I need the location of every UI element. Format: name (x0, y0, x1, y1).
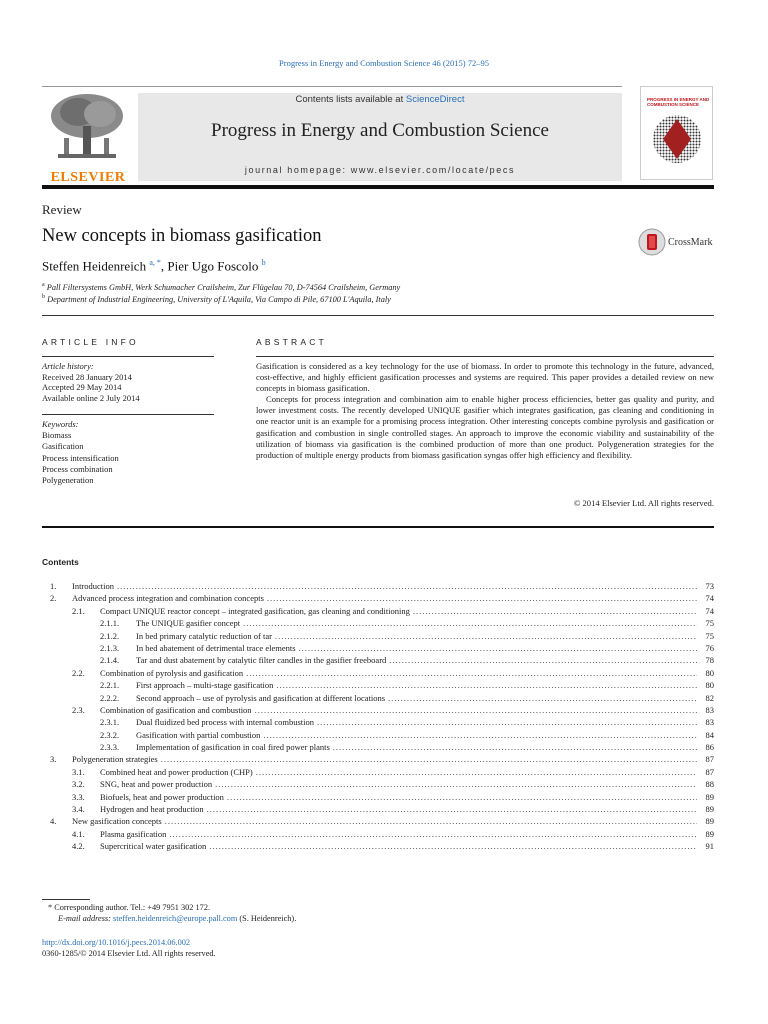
history-label: Article history: (42, 361, 94, 371)
received-date: Received 28 January 2014 (42, 371, 132, 382)
toc-title[interactable]: In bed abatement of detrimental trace elements (136, 642, 296, 653)
author-name[interactable]: Steffen Heidenreich (42, 258, 147, 274)
author-name[interactable]: Pier Ugo Foscolo (167, 258, 259, 274)
toc-leader-dots (243, 618, 697, 628)
elsevier-wordmark: ELSEVIER (50, 170, 126, 185)
toc-title[interactable]: Implementation of gasification in coal fired power plants (136, 742, 330, 753)
toc-number: 4.2. (72, 841, 85, 852)
toc-entry[interactable] (42, 779, 714, 791)
toc-page-number[interactable]: 83 (705, 717, 714, 728)
elsevier-tree-icon (48, 92, 126, 162)
toc-entry[interactable] (42, 804, 714, 816)
toc-title[interactable]: The UNIQUE gasifier concept (136, 618, 241, 629)
toc-leader-dots (207, 804, 697, 814)
toc-page-number[interactable]: 91 (705, 841, 714, 852)
affiliation-a (42, 282, 400, 292)
toc-title[interactable]: Advanced process integration and combination concepts (72, 593, 264, 604)
cover-globe-icon (647, 113, 707, 165)
sciencedirect-link[interactable]: ScienceDirect (405, 94, 465, 105)
toc-leader-dots (161, 754, 697, 764)
keywords-rule (42, 414, 214, 415)
toc-number: 2.1.1. (100, 618, 120, 629)
toc-leader-dots (317, 717, 697, 727)
keywords-label: Keywords: (42, 419, 79, 429)
journal-cover-image[interactable] (640, 86, 713, 180)
toc-number: 2. (50, 593, 57, 604)
toc-leader-dots (169, 829, 697, 839)
toc-leader-dots (255, 705, 697, 715)
crossmark-label: CrossMark (668, 236, 713, 248)
toc-entry[interactable] (42, 829, 714, 841)
toc-entry[interactable] (42, 655, 714, 667)
email-suffix: (S. Heidenreich). (237, 914, 297, 923)
toc-leader-dots (413, 606, 697, 616)
toc-page-number[interactable]: 83 (705, 704, 714, 715)
toc-entry[interactable] (42, 792, 714, 804)
toc-title[interactable]: Combination of gasification and combustion (100, 704, 252, 715)
author-separator: , (160, 258, 168, 274)
article-type: Review (42, 202, 82, 217)
keyword: Gasification (42, 441, 84, 452)
affiliation-marker: b (42, 294, 45, 300)
toc-entry[interactable] (42, 816, 714, 828)
toc-page-number[interactable]: 87 (705, 754, 714, 765)
toc-title[interactable]: Combination of pyrolysis and gasification (100, 667, 244, 678)
toc-title[interactable]: SNG, heat and power production (100, 779, 213, 790)
footnote-rule (42, 899, 90, 900)
issn-copyright: 0360-1285/© 2014 Elsevier Ltd. All rights reserved. (42, 949, 216, 958)
journal-citation[interactable]: Progress in Energy and Combustion Science 46 (2015) 72–95 (279, 58, 489, 68)
toc-number: 3. (50, 754, 57, 765)
corresponding-author-note: * Corresponding author. Tel.: +49 7951 302 172. (48, 903, 211, 912)
toc-page-number[interactable]: 89 (705, 804, 714, 815)
toc-title[interactable]: First approach – multi-stage gasification (136, 680, 274, 691)
contents-prefix: Contents lists available at (295, 94, 406, 105)
author-affiliation-marker[interactable]: b (261, 258, 266, 267)
toc-number: 2.3. (72, 704, 85, 715)
toc-number: 2.3.3. (100, 742, 120, 753)
toc-page-number[interactable]: 87 (705, 766, 714, 777)
toc-page-number[interactable]: 89 (705, 828, 714, 839)
author-affiliation-marker[interactable]: a, * (149, 258, 161, 267)
toc-number: 3.3. (72, 791, 85, 802)
affiliation-text: Department of Industrial Engineering, University of L'Aquila, Via Campo di Pile, 67100 L'Aquila, Italy (47, 294, 391, 304)
toc-number: 2.1.4. (100, 655, 120, 666)
journal-homepage[interactable]: journal homepage: www.elsevier.com/locate/pecs (244, 165, 516, 175)
toc-entry[interactable] (42, 631, 714, 643)
toc-leader-dots (165, 816, 697, 826)
toc-leader-dots (215, 779, 697, 789)
toc-leader-dots (275, 631, 697, 641)
toc-title[interactable]: Introduction (72, 581, 115, 591)
abstract-bottom-rule (42, 526, 714, 528)
abstract-paragraph: Concepts for process integration and combination aim to enable higher process efficiencies, better gas quality and purity, and lower investment costs. The recently developed UNIQUE gasifier which integrates gasification, gas cleaning and conditioning in one reactor unit is an example for a promising process integration. Other interesting concepts combine pyrolysis and gasification or gasification and combustion in single controlled stages. An approach to improve the economic viability and sustainability of the utilization of biomass via gasification is the combined production of more than one product. Polygeneration strategies for the production of multiple energy products from biomass gasification syngas offer high efficiency and flexibility. (256, 394, 714, 460)
toc-leader-dots (263, 730, 697, 740)
crossmark-badge[interactable] (638, 228, 712, 256)
abstract-rule (256, 356, 714, 357)
toc-entry[interactable] (42, 742, 714, 754)
toc-page-number[interactable]: 86 (705, 742, 714, 753)
toc-number: 2.1.2. (100, 630, 120, 641)
toc-entry[interactable] (42, 680, 714, 692)
toc-number: 2.3.2. (100, 729, 120, 740)
toc-number: 2.2.1. (100, 680, 120, 691)
toc-leader-dots (227, 792, 697, 802)
toc-title[interactable]: Plasma gasification (100, 828, 167, 839)
section-rule (42, 315, 714, 316)
email-label: E-mail address: (58, 914, 113, 923)
toc-title[interactable]: New gasification concepts (72, 816, 162, 827)
toc-number: 3.4. (72, 804, 85, 815)
toc-number: 2.2. (72, 667, 85, 678)
keyword: Polygeneration (42, 475, 94, 486)
article-history (42, 361, 217, 403)
toc-entry[interactable] (42, 705, 714, 717)
article-info-rule (42, 356, 214, 357)
author-list (42, 258, 266, 274)
keyword: Biomass (42, 430, 72, 441)
toc-leader-dots (267, 593, 697, 603)
toc-page-number[interactable]: 80 (705, 680, 714, 691)
toc-number: 2.2.2. (100, 692, 120, 703)
toc-number: 4.1. (72, 828, 85, 839)
keyword: Process intensification (42, 452, 119, 463)
toc-page-number[interactable]: 74 (705, 593, 714, 604)
crossmark-icon (638, 228, 666, 256)
affiliation-text: Pall Filtersystems GmbH, Werk Schumacher Crailsheim, Zur Flügelau 70, D-74564 Crailsheim, Germany (46, 282, 401, 292)
toc-page-number[interactable]: 88 (705, 779, 714, 790)
toc-entry[interactable] (42, 581, 714, 593)
toc-page-number[interactable]: 76 (705, 642, 714, 653)
toc-page-number[interactable]: 89 (705, 816, 714, 827)
toc-page-number[interactable]: 80 (705, 667, 714, 678)
toc-title[interactable]: Second approach – use of pyrolysis and gasification at different locations (136, 692, 386, 703)
abstract-paragraph: Gasification is considered as a key technology for the use of biomass. In order to promote this technology in the future, advanced, cost-effective, and highly efficient gasification processes and systems are required. This paper provides a detailed review on new concepts in biomass gasification. (256, 361, 714, 394)
toc-page-number[interactable]: 89 (705, 791, 714, 802)
keyword: Process combination (42, 463, 113, 474)
toc-title[interactable]: Polygeneration strategies (72, 754, 158, 765)
toc-leader-dots (209, 841, 697, 851)
toc-title[interactable]: Biofuels, heat and power production (100, 791, 224, 802)
toc-entry[interactable] (42, 643, 714, 655)
toc-leader-dots (256, 767, 697, 777)
toc-number: 2.1.3. (100, 642, 120, 653)
toc-title[interactable]: Gasification with partial combustion (136, 729, 261, 740)
article-title: New concepts in biomass gasification (42, 226, 322, 246)
toc-leader-dots (246, 668, 697, 678)
toc-title[interactable]: Combined heat and power production (CHP) (100, 766, 253, 777)
toc-entry[interactable] (42, 618, 714, 630)
toc-title[interactable]: Supercritical water gasification (100, 841, 207, 852)
toc-leader-dots (388, 693, 697, 703)
toc-leader-dots (389, 655, 697, 665)
toc-page-number[interactable]: 73 (705, 581, 714, 591)
toc-leader-dots (333, 742, 697, 752)
toc-entry[interactable] (42, 693, 714, 705)
toc-leader-dots (299, 643, 697, 653)
toc-number: 1. (50, 581, 57, 591)
toc-entry[interactable] (42, 754, 714, 766)
toc-number: 2.1. (72, 605, 85, 616)
toc-entry[interactable] (42, 606, 714, 618)
toc-number: 2.3.1. (100, 717, 120, 728)
affiliation-marker: a (42, 282, 45, 288)
toc-entry[interactable] (42, 717, 714, 729)
article-info-heading: ARTICLE INFO (42, 337, 139, 347)
toc-entry[interactable] (42, 767, 714, 779)
toc-title[interactable]: Dual fluidized bed process with internal combustion (136, 717, 314, 728)
header-thick-rule (42, 185, 714, 189)
toc-page-number[interactable]: 74 (705, 605, 714, 616)
email-link[interactable]: steffen.heidenreich@europe.pall.com (113, 914, 238, 923)
toc-entry[interactable] (42, 841, 714, 853)
toc-title[interactable]: Hydrogen and heat production (100, 804, 204, 815)
toc-page-number[interactable]: 75 (705, 618, 714, 629)
contents-available (138, 94, 622, 105)
toc-entry[interactable] (42, 593, 714, 605)
abstract-heading: ABSTRACT (256, 337, 327, 347)
toc-leader-dots (117, 581, 697, 591)
header-top-rule (42, 86, 622, 87)
toc-title[interactable]: In bed primary catalytic reduction of tar (136, 630, 272, 641)
toc-number: 3.2. (72, 779, 85, 790)
email-note (58, 914, 296, 923)
contents-heading: Contents (42, 557, 79, 567)
toc-page-number[interactable]: 82 (705, 692, 714, 703)
toc-number: 3.1. (72, 766, 85, 777)
doi-link[interactable]: http://dx.doi.org/10.1016/j.pecs.2014.06.002 (42, 938, 191, 947)
toc-title[interactable]: Compact UNIQUE reactor concept – integrated gasification, gas cleaning and conditioning (100, 605, 410, 616)
toc-entry[interactable] (42, 730, 714, 742)
table-of-contents (42, 581, 714, 854)
toc-entry[interactable] (42, 668, 714, 680)
toc-leader-dots (276, 680, 697, 690)
toc-page-number[interactable]: 84 (705, 729, 714, 740)
toc-page-number[interactable]: 78 (705, 655, 714, 666)
accepted-date: Accepted 29 May 2014 (42, 382, 122, 392)
abstract-copyright: © 2014 Elsevier Ltd. All rights reserved. (573, 498, 714, 508)
toc-title[interactable]: Tar and dust abatement by catalytic filter candles in the gasifier freeboard (136, 655, 387, 666)
online-date: Available online 2 July 2014 (42, 392, 140, 403)
cover-title: PROGRESS IN ENERGY AND COMBUSTION SCIENCE (647, 97, 710, 107)
journal-title: Progress in Energy and Combustion Science (211, 120, 549, 141)
affiliation-b (42, 294, 391, 304)
toc-page-number[interactable]: 75 (705, 630, 714, 641)
toc-number: 4. (50, 816, 57, 827)
abstract-body (256, 361, 714, 461)
elsevier-logo[interactable] (42, 92, 134, 184)
keywords (42, 419, 217, 486)
